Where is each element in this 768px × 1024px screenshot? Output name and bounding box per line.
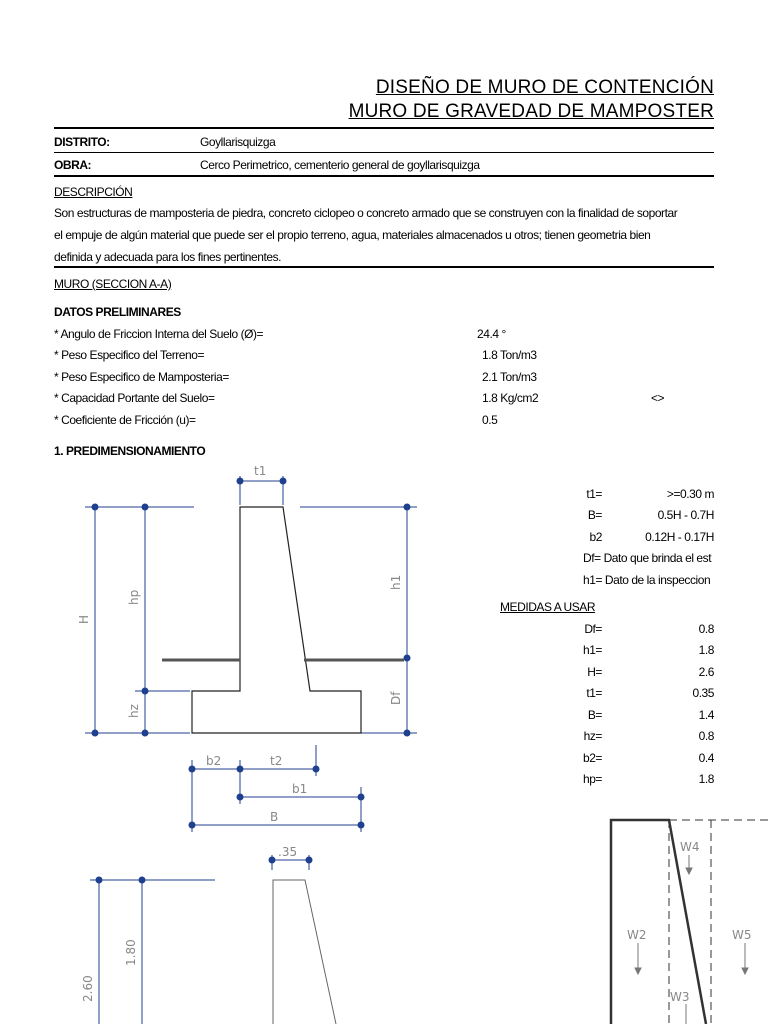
obra-value: Cerco Perimetrico, cementerio general de goyllarisquizga	[200, 158, 480, 172]
medida-label: h1=	[582, 643, 602, 657]
dim-label-hz: hz	[127, 704, 141, 718]
dato-value: 2.1 Ton/m3	[482, 370, 537, 384]
dato-value: 24.4 °	[477, 327, 506, 341]
medida-label: hz=	[583, 729, 602, 743]
dato-label: * Peso Especifico del Terreno=	[54, 348, 205, 362]
medida-label: B=	[587, 708, 602, 722]
dim-label-t1: t1	[254, 464, 267, 478]
weight-label-w3: W3	[670, 990, 690, 1004]
dato-label: * Capacidad Portante del Suelo=	[54, 391, 215, 405]
weight-label-w2: W2	[627, 928, 647, 942]
formula-value: 0.5H - 0.7H	[657, 508, 714, 522]
dim-label-H: H	[77, 614, 91, 624]
descripcion-heading: DESCRIPCIÓN	[54, 185, 133, 199]
medida-value: 1.8	[698, 643, 714, 657]
medida-label: H=	[587, 665, 602, 679]
dim-label-top-width: .35	[278, 845, 298, 859]
dim-label-stem-height: 1.80	[124, 939, 138, 966]
medida-value: 1.4	[698, 708, 714, 722]
predim-heading: 1. PREDIMENSIONAMIENTO	[54, 444, 206, 458]
medida-value: 0.8	[698, 729, 714, 743]
weights-diagram	[611, 820, 768, 1024]
formula-h1: h1= Dato de la inspeccion	[583, 573, 711, 587]
distrito-label: DISTRITO:	[54, 135, 110, 149]
dim-label-B: B	[270, 810, 279, 824]
wall-dimension-diagram	[81, 845, 336, 1024]
distrito-value: Goyllarisquizga	[200, 135, 276, 149]
dato-value: 0.5	[482, 413, 498, 427]
page-title-line2: MURO DE GRAVEDAD DE MAMPOSTER	[348, 101, 714, 122]
weight-label-w5: W5	[732, 928, 752, 942]
formula-label: B=	[587, 508, 602, 522]
medida-label: Df=	[584, 622, 602, 636]
datos-heading: DATOS PRELIMINARES	[54, 305, 181, 319]
medida-label: b2=	[582, 751, 602, 765]
dato-label: * Peso Especifico de Mamposteria=	[54, 370, 229, 384]
dim-label-b2: b2	[206, 754, 222, 768]
descripcion-line: Son estructuras de mamposteria de piedra, concreto ciclopeo o concreto armado que se construyen con la finalidad de soportar	[54, 206, 678, 220]
obra-label: OBRA:	[54, 158, 92, 172]
dim-label-h1: h1	[389, 574, 403, 590]
dim-label-total-height: 2.60	[81, 975, 95, 1002]
medida-value: 2.6	[698, 665, 714, 679]
dato-extra: <>	[651, 391, 665, 405]
descripcion-line: definida y adecuada para los fines pertinentes.	[54, 250, 282, 264]
medida-value: 0.8	[698, 622, 714, 636]
formula-df: Df= Dato que brinda el est	[583, 551, 712, 565]
muro-heading: MURO (SECCION A-A)	[54, 277, 172, 291]
medida-value: 1.8	[698, 772, 714, 786]
formula-label: b2	[589, 530, 602, 544]
formula-label: t1=	[586, 487, 602, 501]
medida-value: 0.4	[698, 751, 714, 765]
dato-value: 1.8 Kg/cm2	[482, 391, 539, 405]
dim-label-Df: Df	[389, 691, 403, 705]
formula-value: >=0.30 m	[666, 487, 714, 501]
dim-label-b1: b1	[292, 782, 308, 796]
dim-label-hp: hp	[127, 589, 141, 605]
page-title-line1: DISEÑO DE MURO DE CONTENCIÓN	[375, 77, 714, 98]
dim-label-t2: t2	[270, 754, 283, 768]
formula-value: 0.12H - 0.17H	[645, 530, 714, 544]
descripcion-line: el empuje de algún material que puede ser el propio terreno, agua, materiales almacenados u otros; tienen geometria bien	[54, 228, 651, 242]
dato-value: 1.8 Ton/m3	[482, 348, 537, 362]
medidas-heading: MEDIDAS A USAR	[500, 600, 596, 614]
medida-value: 0.35	[692, 686, 714, 700]
weight-label-w4: W4	[680, 840, 700, 854]
medida-label: t1=	[586, 686, 602, 700]
dato-label: * Angulo de Friccion Interna del Suelo (Ø)=	[54, 327, 264, 341]
medida-label: hp=	[582, 772, 602, 786]
dato-label: * Coeficiente de Fricción (u)=	[54, 413, 196, 427]
